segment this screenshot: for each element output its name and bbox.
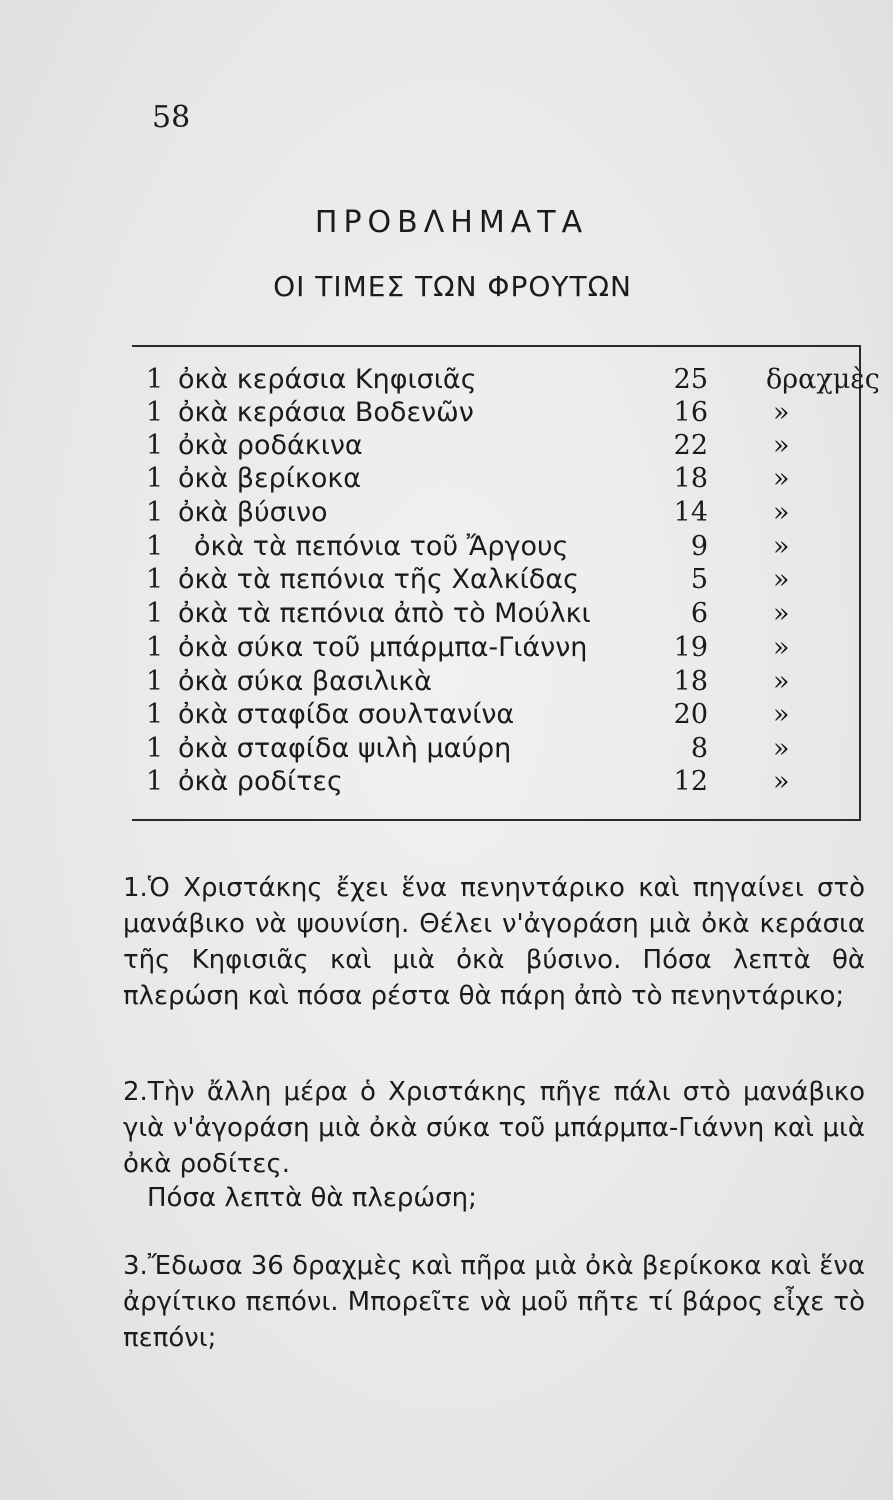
price-unit: » <box>773 564 790 595</box>
price-row <box>146 765 846 799</box>
price-qty: 1 <box>146 364 164 395</box>
price-value: 20 <box>673 699 708 730</box>
price-item: ὀκὰ σταφίδα σουλτανίνα <box>178 699 515 730</box>
price-item: ὀκὰ σύκα τοῦ μπάρμπα-Γιάννη <box>178 632 588 663</box>
price-item: ὀκὰ τὰ πεπόνια τῆς Χαλκίδας <box>178 564 579 595</box>
price-item: ὀκὰ βύσινο <box>178 497 328 528</box>
price-unit: » <box>773 666 790 697</box>
price-row <box>146 363 880 397</box>
price-unit: » <box>773 497 790 528</box>
price-qty: 1 <box>146 564 164 595</box>
price-item: ὀκὰ κεράσια Βοδενῶν <box>178 397 474 428</box>
price-unit: » <box>773 397 790 428</box>
price-value: 6 <box>690 598 708 629</box>
price-row <box>146 698 846 732</box>
price-row <box>146 563 846 597</box>
price-item: ὀκὰ τὰ πεπόνια ἀπὸ τὸ Μούλκι <box>178 598 591 629</box>
price-row <box>146 396 846 430</box>
price-row <box>146 631 846 665</box>
price-unit: » <box>773 766 790 797</box>
price-unit: » <box>773 733 790 764</box>
price-item: ὀκὰ ροδάκινα <box>178 430 363 461</box>
price-unit: » <box>773 632 790 663</box>
price-value: 19 <box>673 632 708 663</box>
price-unit: » <box>773 531 790 562</box>
price-qty: 1 <box>146 463 164 494</box>
price-unit: » <box>773 430 790 461</box>
price-qty: 1 <box>146 397 164 428</box>
price-unit: δραχμὲς <box>766 364 880 395</box>
price-unit: » <box>773 463 790 494</box>
price-item: ὀκὰ σύκα βασιλικὰ <box>178 666 432 697</box>
price-row <box>146 496 846 530</box>
problem-2-question: Πόσα λεπτὰ θὰ πλερώση; <box>147 1183 477 1213</box>
problem-1-text: 1.Ὁ Χριστάκης ἔχει ἕνα πενηντάρικο καὶ πηγαίνει στὸ μανάβικο νὰ ψουνίση. Θέλει ν'ἀγοράση μιὰ ὀκὰ κεράσια τῆς Κηφισιᾶς καὶ μιὰ ὀκὰ βύσινο. Πόσα λεπτὰ θὰ πλερώση καὶ πόσα ρέστα θὰ πάρη ἀπὸ τὸ πενηντάρικο; <box>123 873 865 1011</box>
price-value: 16 <box>673 397 708 428</box>
price-qty: 1 <box>146 632 164 663</box>
price-row <box>146 665 846 699</box>
page-title: ΠΡΟΒΛΗΜΑΤΑ <box>314 205 589 240</box>
price-item: ὀκὰ βερίκοκα <box>178 463 362 494</box>
price-qty: 1 <box>146 733 164 764</box>
price-qty: 1 <box>146 699 164 730</box>
price-qty: 1 <box>146 430 164 461</box>
price-item: ὀκὰ ροδίτες <box>178 766 343 797</box>
price-item: ὀκὰ σταφίδα ψιλὴ μαύρη <box>178 733 512 764</box>
section-subtitle: ΟΙ ΤΙΜΕΣ ΤΩΝ ΦΡΟΥΤΩΝ <box>273 270 632 303</box>
price-qty: 1 <box>146 497 164 528</box>
price-row <box>146 530 846 564</box>
price-unit: » <box>773 699 790 730</box>
price-item: ὀκὰ κεράσια Κηφισιᾶς <box>178 364 477 395</box>
price-qty: 1 <box>146 666 164 697</box>
price-value: 5 <box>690 564 708 595</box>
price-item: ὀκὰ τὰ πεπόνια τοῦ Ἄργους <box>194 531 569 562</box>
problem-3-text: 3.Ἔδωσα 36 δραχμὲς καὶ πῆρα μιὰ ὀκὰ βερίκοκα καὶ ἕνα ἀργίτικο πεπόνι. Μπορεῖτε νὰ μοῦ πῆτε τί βάρος εἶχε τὸ πεπόνι; <box>123 1251 865 1353</box>
price-row <box>146 597 846 631</box>
price-value: 14 <box>673 497 708 528</box>
price-value: 22 <box>673 430 708 461</box>
price-value: 8 <box>690 733 708 764</box>
price-row <box>146 462 846 496</box>
price-row <box>146 429 846 463</box>
price-qty: 1 <box>146 598 164 629</box>
price-qty: 1 <box>146 766 164 797</box>
price-value: 25 <box>673 364 708 395</box>
price-value: 12 <box>673 766 708 797</box>
price-value: 18 <box>673 666 708 697</box>
price-unit: » <box>773 598 790 629</box>
page-number: 58 <box>152 100 191 135</box>
problem-2-text: 2.Τὴν ἄλλη μέρα ὁ Χριστάκης πῆγε πάλι στὸ μανάβικο γιὰ ν'ἀγοράση μιὰ ὀκὰ σύκα τοῦ μπάρμπα-Γιάννη καὶ μιὰ ὀκὰ ροδίτες. <box>123 1077 865 1179</box>
price-qty: 1 <box>146 531 164 562</box>
price-row <box>146 732 846 766</box>
price-value: 18 <box>673 463 708 494</box>
price-value: 9 <box>690 531 708 562</box>
